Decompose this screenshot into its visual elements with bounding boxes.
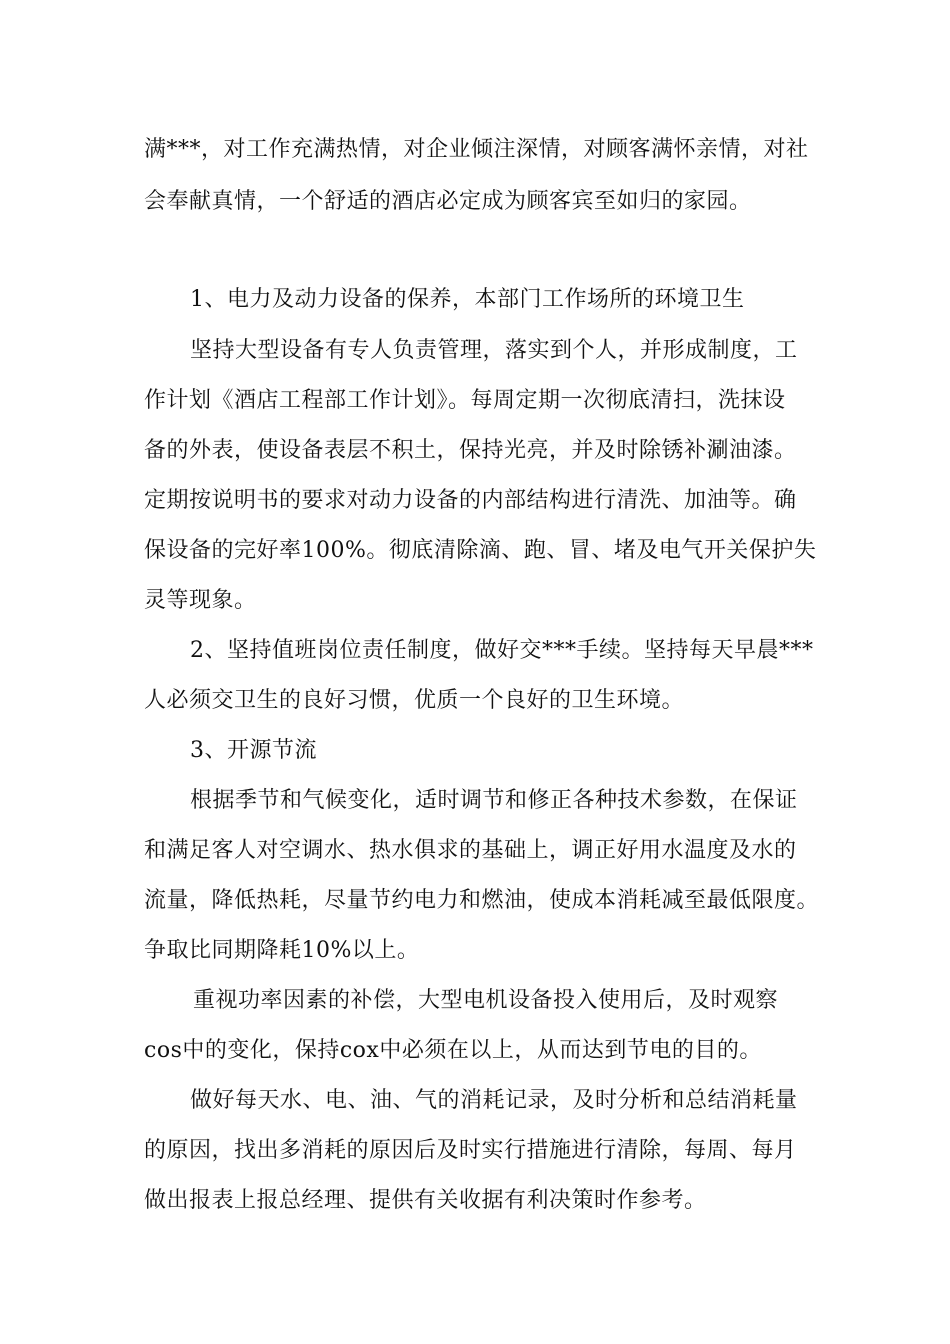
paragraph-line: 根据季节和气候变化，适时调节和修正各种技术参数，在保证	[190, 788, 798, 813]
paragraph-line: 备的外表，使设备表层不积土，保持光亮，并及时除锈补涮油漆。	[144, 438, 797, 463]
paragraph-line: 坚持大型设备有专人负责管理，落实到个人，并形成制度，工	[190, 338, 798, 363]
paragraph-line: 做好每天水、电、油、气的消耗记录，及时分析和总结消耗量	[190, 1088, 798, 1113]
paragraph-line: 的原因，找出多消耗的原因后及时实行措施进行清除，每周、每月	[144, 1138, 797, 1163]
section-heading: 2、坚持值班岗位责任制度，做好交***手续。坚持每天早晨***	[190, 638, 814, 663]
paragraph-line: 重视功率因素的补偿，大型电机设备投入使用后，及时观察	[193, 988, 779, 1013]
paragraph-line: 定期按说明书的要求对动力设备的内部结构进行清洗、加油等。确	[144, 488, 797, 513]
paragraph-line: 流量，降低热耗，尽量节约电力和燃油，使成本消耗减至最低限度。	[144, 888, 820, 913]
paragraph-line: cos中的变化，保持cox中必须在以上，从而达到节电的目的。	[144, 1038, 762, 1063]
section-heading: 1、电力及动力设备的保养，本部门工作场所的环境卫生	[190, 287, 745, 312]
paragraph-line: 人必须交卫生的良好习惯，优质一个良好的卫生环境。	[144, 688, 685, 713]
paragraph-line: 争取比同期降耗10%以上。	[144, 938, 420, 963]
paragraph-line: 和满足客人对空调水、热水俱求的基础上，调正好用水温度及水的	[144, 838, 797, 863]
paragraph-line: 作计划《酒店工程部工作计划》。每周定期一次彻底清扫，洗抹设	[144, 388, 786, 413]
paragraph-line: 灵等现象。	[144, 588, 257, 613]
paragraph-line: 会奉献真情，一个舒适的酒店必定成为顾客宾至如归的家园。	[144, 189, 752, 214]
paragraph-line: 保设备的完好率100%。彻底清除滴、跑、冒、堵及电气开关保护失	[144, 538, 817, 563]
paragraph-line: 做出报表上报总经理、提供有关收据有利决策时作参考。	[144, 1188, 707, 1213]
section-heading: 3、开源节流	[190, 738, 317, 763]
paragraph-line: 满***，对工作充满热情，对企业倾注深情，对顾客满怀亲情，对社	[144, 137, 809, 162]
